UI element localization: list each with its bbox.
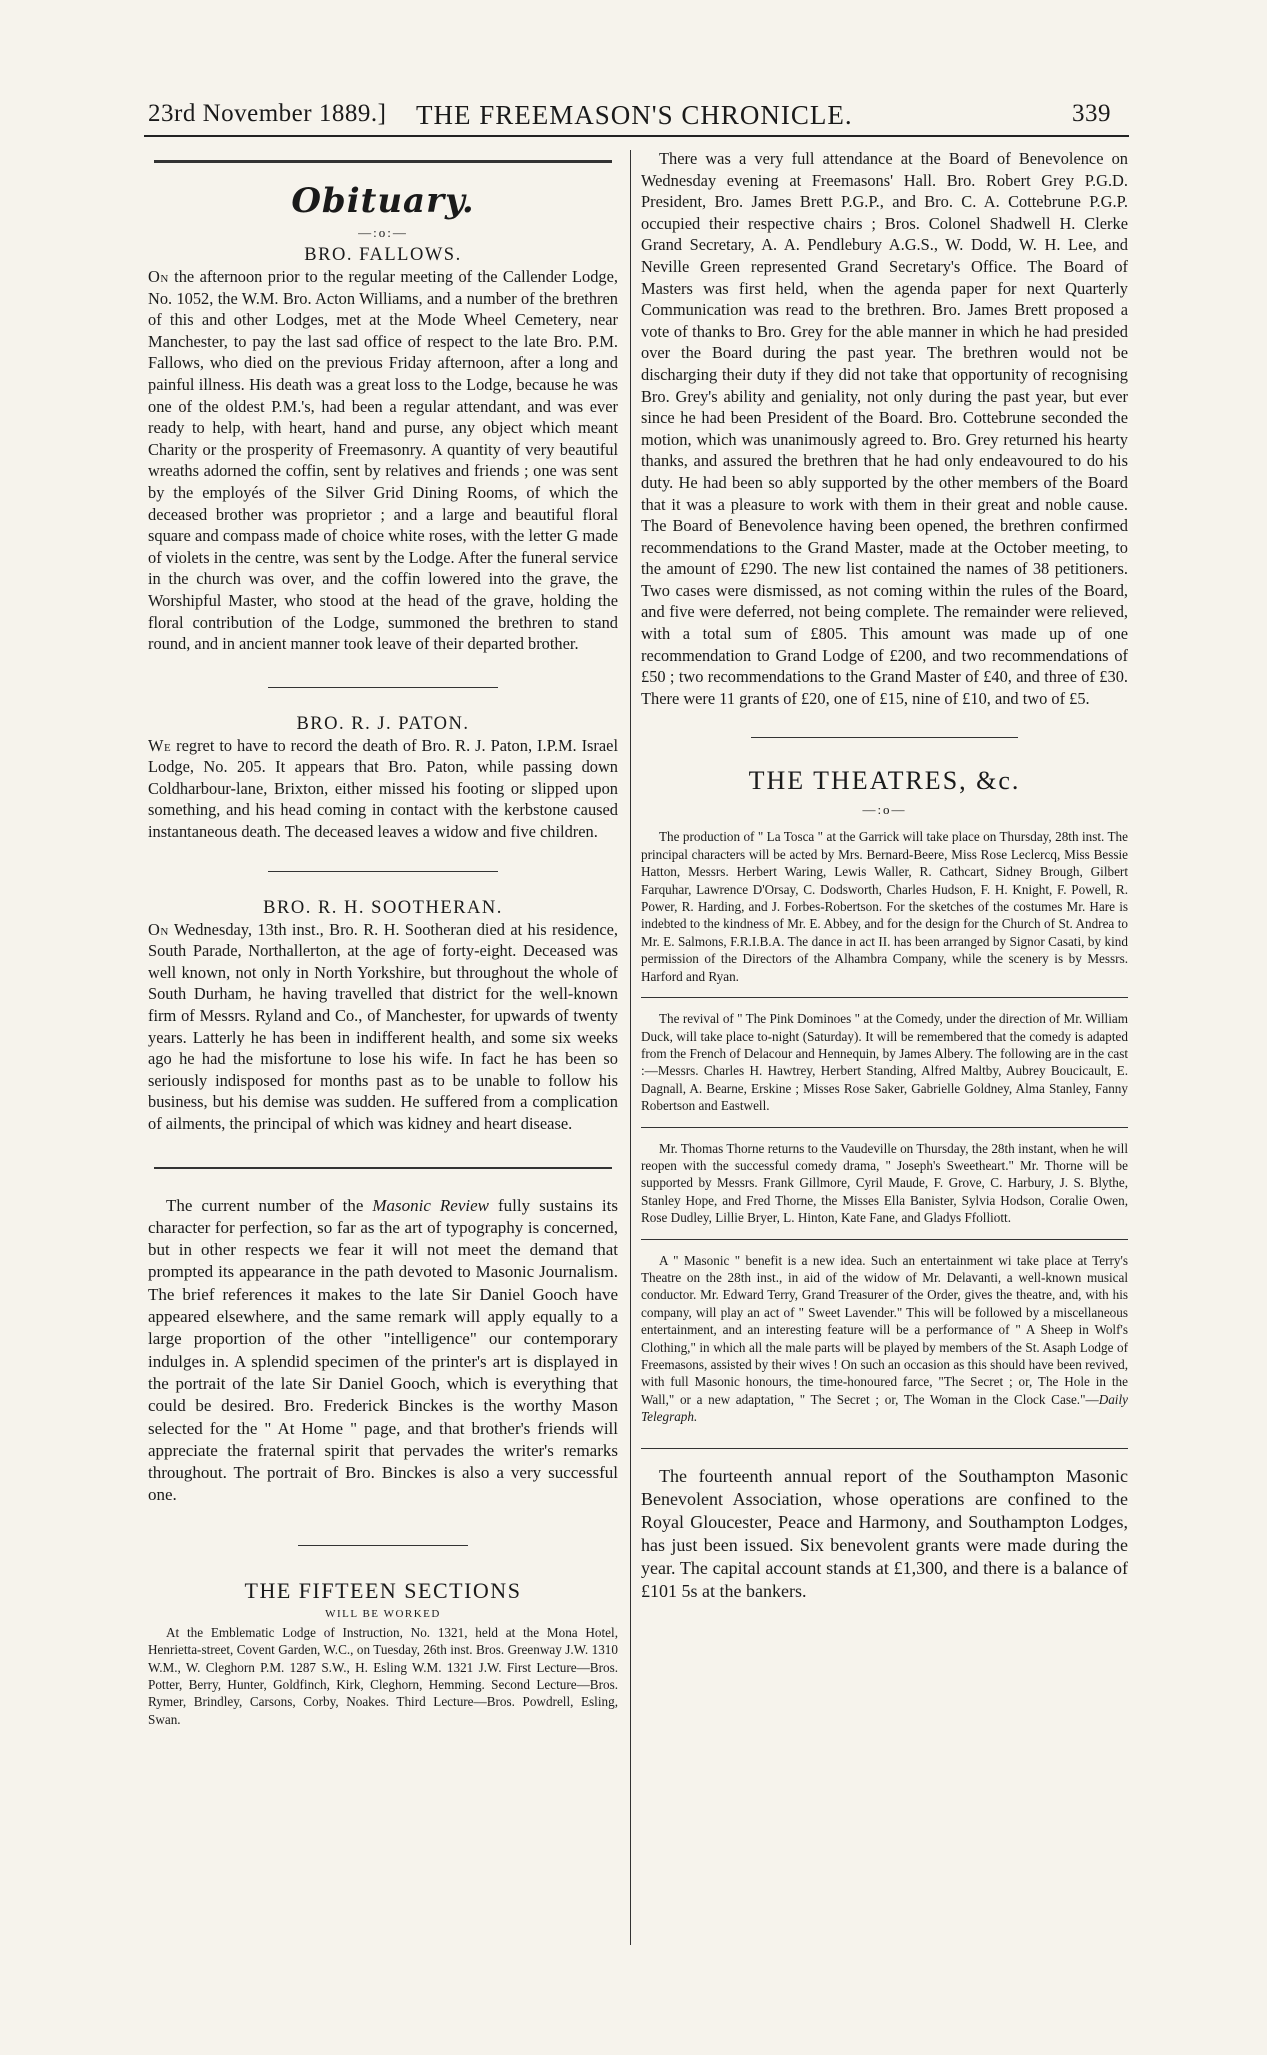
article-thorne (641, 1140, 1128, 1227)
tosca-text: The production of " La Tosca " at the Garrick will take place on Thursday, 28th inst. The principal characters will be acted by Mrs. Bernard-Beere, Miss Rose Leclercq, Miss Bessie Hatton, Messrs. Herbert Waring, Lewis Waller, R. Cathcart, Sidney Brough, Gilbert Farquhar, Lawrence D'Orsay, C. Dodsworth, Charles Hudson, F. H. Knight, F. Powell, R. Power, R. Harding, and J. Forbes-Robertson. For the sketches of the costumes Mr. Hare is indebted to the kindness of Mr. E. Abbey, and for the design for the Church of St. Andrea to Mr. E. Salmons, F.R.I.B.A. The dance in act II. has been arranged by Signor Casati, by kind permission of the Directors of the Alhambra Company, while the scenery is by Messrs. Harford and Ryan. (641, 829, 1128, 984)
top-rule (154, 160, 612, 163)
divider (641, 1239, 1128, 1240)
article-masonic-benefit (641, 1252, 1128, 1426)
review-text: The current number of the Masonic Review fully sustains its character for perfection, so far as the art of typography is concerned, but in other respects we fear it will not meet the demand that prompted its appearance in the path devoted to Masonic Journalism. The brief references it makes to the late Sir Daniel Gooch have appeared elsewhere, and the same remark will apply equally to a large proportion of the other "intelligence" our contemporary indulges in. A splendid specimen of the printer's art is displayed in the portrait of the late Sir Daniel Gooch, which is everything that could be desired. Bro. Frederick Binckes is the worthy Mason selected for the " At Home " page, and that brother's friends will appreciate the fraternal spirit that pervades the writer's remarks throughout. The portrait of Bro. Binckes is also a very successful one. (148, 1195, 618, 1505)
divider (298, 1545, 468, 1546)
thorne-text: Mr. Thomas Thorne returns to the Vaudeville on Thursday, the 28th instant, when he will reopen with the successful comedy drama, " Joseph's Sweetheart." Mr. Thorne will be supported by Messrs. Frank Gillmore, Cyril Maude, F. Grove, C. Harbury, J. S. Blythe, Stanley Hope, and Fred Thorne, the Misses Ella Banister, Sylvia Hodson, Coralie Owen, Rose Dudley, Lillie Bryer, L. Hinton, Kate Fane, and Gladys Ffolliott. (641, 1140, 1128, 1226)
benefit-source: Daily Telegraph. (641, 1391, 1128, 1425)
article-benevolence (641, 148, 1128, 709)
fifteen-subheading: WILL BE WORKED (325, 1607, 441, 1620)
page-header (144, 100, 1129, 136)
divider (641, 997, 1128, 998)
southampton-text: The fourteenth annual report of the Southampton Masonic Benevolent Association, whose operations are confined to the Royal Gloucester, Peace and Harmony, and Southampton Lodges, has just been issued. Six benevolent grants were made during the year. The capital account stands at £1,300, and there is a balance of £101 5s at the bankers. (641, 1465, 1128, 1601)
sootheran-heading: BRO. R. H. SOOTHERAN. (263, 897, 503, 918)
article-southampton (641, 1465, 1128, 1603)
article-pink-dominoes (641, 1010, 1128, 1114)
article-tosca (641, 828, 1128, 985)
left-column (148, 160, 618, 1728)
ornament: —:o:— (358, 225, 408, 240)
benevolence-text: There was a very full attendance at the Board of Benevolence on Wednesday evening at Freemasons' Hall. Bro. Robert Grey P.G.D. President, Bro. James Brett P.G.P., and Bro. C. A. Cottebrune P.G.P. occupied their respective chairs ; Bros. Colonel Shadwell H. Clerke Grand Secretary, A. A. Pendlebury A.G.S., W. Dodd, W. H. Lee, and Neville Green represented Grand Secretary's Office. The Board of Masters was first held, when the agenda paper for next Quarterly Communication was read to the brethren. Bro. James Brett proposed a vote of thanks to Bro. Grey for the able manner in which he had presided over the Board during the past year. The brethren would not be discharging their duty if they did not take that opportunity of recognising Bro. Grey's ability and geniality, not only during the past year, but ever since he had been President of the Board. Bro. Cottebrune seconded the motion, which was unanimously agreed to. Bro. Grey returned his hearty thanks, and assured the brethren that he had only endeavoured to do his duty. He had been so ably supported by the other members of the Board that it was a pleasure to work with them in their great and noble cause. The Board of Benevolence having been opened, the brethren confirmed recommendations to the Grand Master, made at the October meeting, to the amount of £290. The new list contained the names of 38 petitioners. Two cases were dismissed, as not coming within the rules of the Board, and five were deferred, not being complete. The remainder were relieved, with a total sum of £805. This amount was made up of one recommendation to Grand Lodge of £200, and two recommendations of £50 ; two recommendations to the Grand Master of £40, and three of £30. There were 11 grants of £20, one of £15, nine of £10, and two of £5. (641, 149, 1128, 708)
article-fallows (148, 245, 618, 655)
paton-text: We regret to have to record the death of Bro. R. J. Paton, I.P.M. Israel Lodge, No. 205. It appears that Bro. Paton, while passing down Coldharbour-lane, Brixton, either missed his footing or slipped upon something, and his head coming in contact with the kerbstone caused instantaneous death. The deceased leaves a widow and five children. (148, 735, 618, 842)
divider (641, 1448, 1128, 1449)
ornament: —:o— (862, 802, 907, 818)
right-column (641, 148, 1128, 1603)
benefit-text: A " Masonic " benefit is a new idea. Such an entertainment wi take place at Terry's Theatre on the 28th inst., in aid of the widow of Mr. Delavanti, a well-known musical conductor. Mr. Edward Terry, Grand Treasurer of the Order, gives the theatre, and, with his company, will play an act of " Sweet Lavender." This will be followed by a miscellaneous entertainment, and an interesting feature will be a performance of " A Sheep in Wolf's Clothing," in which all the male parts will be played by members of the St. Asaph Lodge of Freemasons, assisted by their wives ! On such an occasion as this should have been revived, with full Masonic honours, the time-honoured farce, "The Secret ; or, The Hole in the Wall," or a new adaptation, " The Secret ; or, The Woman in the Clock Case."—Daily Telegraph. (641, 1252, 1128, 1425)
page-number: 339 (1072, 100, 1111, 127)
obituary-heading: Obituary. (291, 181, 475, 221)
divider (268, 871, 498, 872)
dominoes-text: The revival of " The Pink Dominoes " at the Comedy, under the direction of Mr. William Duck, will take place to-night (Saturday). It will be remembered that the comedy is adapted from the French of Delacour and Hennequin, by James Albery. The following are in the cast :—Messrs. Charles H. Hawtrey, Herbert Standing, Alfred Maltby, Aubrey Boucicault, E. Dagnall, A. Bearne, Erskine ; Misses Rose Saker, Gabrielle Goldney, Alma Stanley, Fanny Robertson and Eastwell. (641, 1011, 1128, 1114)
section-rule (154, 1167, 612, 1169)
article-fifteen-sections (148, 1578, 618, 1728)
fallows-text: On the afternoon prior to the regular meeting of the Callender Lodge, No. 1052, the W.M. Bro. Acton Williams, and a number of the brethren of this and other Lodges, met at the Mode Wheel Cemetery, near Manchester, to pay the last sad office of respect to the late Bro. P.M. Fallows, who died on the previous Friday afternoon, after a long and painful illness. His death was a great loss to the Lodge, because he was one of the oldest P.M.'s, had been a regular attendant, and was ever ready to help, with heart, hand and purse, any object which meant Charity or the prosperity of Freemasonry. A quantity of very beautiful wreaths adorned the coffin, sent by relatives and friends ; one was sent by the employés of the Silver Grid Dining Rooms, of which the deceased brother was proprietor ; and a large and beautiful floral square and compass made of choice white roses, with the letter G made of violets in the centre, was sent by the Lodge. After the funeral service in the church was over, and the coffin lowered into the grave, the Worshipful Master, who stood at the head of the grave, holding the floral contribution of the Lodge, summoned the brethren to stand round, and in ancient manner took leave of their departed brother. (148, 267, 618, 654)
divider (641, 1127, 1128, 1128)
fifteen-text: At the Emblematic Lodge of Instruction, No. 1321, held at the Mona Hotel, Henrietta-street, Covent Garden, W.C., on Tuesday, 26th inst. Bros. Greenway J.W. 1310 W.M., W. Cleghorn P.M. 1287 S.W., H. Esling W.M. 1321 J.W. First Lecture—Bros. Potter, Berry, Hunter, Goldfinch, Kirk, Cleghorn, Hemming. Second Lecture—Bros. Rymer, Brindley, Carsons, Corby, Noakes. Third Lecture—Bros. Powdrell, Esling, Swan. (148, 1624, 618, 1727)
column-divider (630, 150, 631, 1945)
sootheran-text: On Wednesday, 13th inst., Bro. R. H. Sootheran died at his residence, South Parade, Northallerton, at the age of forty-eight. Deceased was well known, not only in North Yorkshire, but throughout the whole of South Durham, he having travelled that district for the well-known firm of Messrs. Ryland and Co., of Manchester, for upwards of twenty years. Latterly he has been in indifferent health, and some six weeks ago he had the misfortune to lose his wife. In fact he has been so seriously indisposed for months past as to be unable to follow his business, but his demise was sudden. He suffered from a complication of ailments, the principal of which was kidney and heart disease. (148, 919, 618, 1133)
divider (751, 737, 1018, 738)
divider (268, 687, 498, 688)
header-rule (144, 135, 1129, 137)
theatres-heading: THE THEATRES, &c. (748, 766, 1021, 796)
fallows-heading: BRO. FALLOWS. (304, 245, 462, 265)
article-paton (148, 714, 618, 843)
article-review (148, 1195, 618, 1507)
paton-heading: BRO. R. J. PATON. (296, 713, 470, 734)
publication-title: THE FREEMASON'S CHRONICLE. (416, 100, 853, 130)
issue-date: 23rd November 1889.] (148, 100, 387, 127)
article-sootheran (148, 898, 618, 1135)
fifteen-heading: THE FIFTEEN SECTIONS (244, 1577, 522, 1603)
